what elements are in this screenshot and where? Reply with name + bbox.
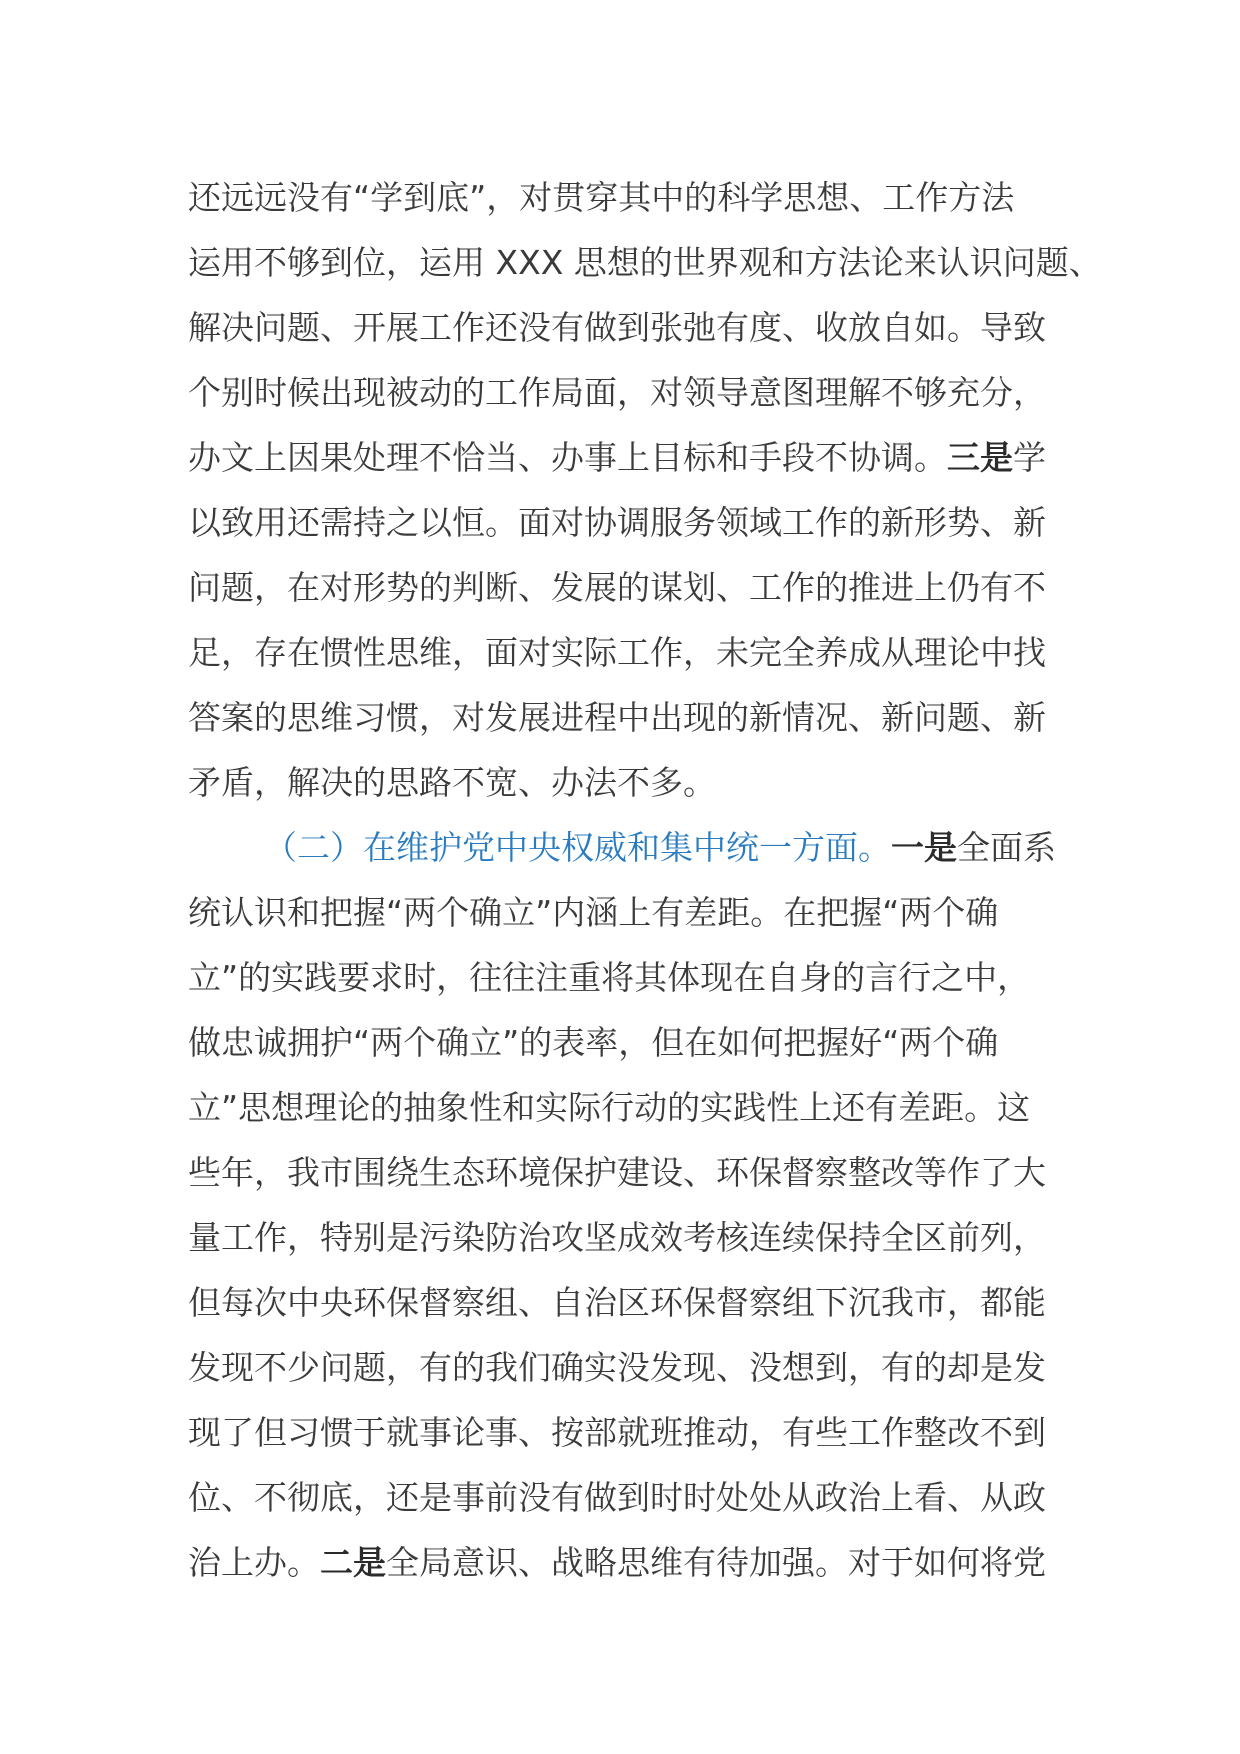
paragraph-text: 量工作，特别是污染防治攻坚成效考核连续保持全区前列， — [188, 1218, 1046, 1257]
text-line — [188, 490, 1088, 555]
paragraph-text: 位、不彻底，还是事前没有做到时时处处从政治上看、从政 — [188, 1478, 1046, 1517]
paragraph-text: 统认识和把握“两个确立”内涵上有差距。在把握“两个确 — [188, 893, 999, 932]
text-line — [188, 1205, 1088, 1270]
text-line — [188, 1400, 1088, 1465]
text-line — [188, 165, 1088, 230]
section-heading: （二）在维护党中央权威和集中统一方面。 — [264, 828, 891, 867]
text-line — [188, 1335, 1088, 1400]
paragraph-text: 个别时候出现被动的工作局面，对领导意图理解不够充分， — [188, 373, 1046, 412]
paragraph-text: 办文上因果处理不恰当、办事上目标和手段不协调。 — [188, 438, 947, 477]
emphasis-text: 一是 — [891, 828, 957, 867]
paragraph-text: 解决问题、开展工作还没有做到张弛有度、收放自如。导致 — [188, 308, 1046, 347]
body-text — [188, 165, 1102, 1595]
paragraph-text: 立”的实践要求时，往往注重将其体现在自身的言行之中， — [188, 958, 1031, 997]
paragraph-text: 足，存在惯性思维，面对实际工作，未完全养成从理论中找 — [188, 633, 1046, 672]
text-line — [188, 295, 1088, 360]
text-line — [188, 1530, 1088, 1595]
paragraph-text: 治上办。 — [188, 1543, 320, 1582]
paragraph-text: 答案的思维习惯，对发展进程中出现的新情况、新问题、新 — [188, 698, 1046, 737]
text-line — [188, 1140, 1088, 1205]
text-line — [188, 1465, 1088, 1530]
emphasis-text: 二是 — [320, 1543, 386, 1582]
text-line — [188, 620, 1088, 685]
paragraph-text: 立”思想理论的抽象性和实际行动的实践性上还有差距。这 — [188, 1088, 1031, 1127]
paragraph-text: 矛盾，解决的思路不宽、办法不多。 — [188, 763, 716, 802]
text-line — [188, 945, 1088, 1010]
text-line — [188, 685, 1088, 750]
text-line — [188, 880, 1088, 945]
text-line — [188, 750, 1088, 815]
paragraph-text: 做忠诚拥护“两个确立”的表率，但在如何把握好“两个确 — [188, 1023, 999, 1062]
text-line — [188, 360, 1088, 425]
paragraph-text: 问题，在对形势的判断、发展的谋划、工作的推进上仍有不 — [188, 568, 1046, 607]
paragraph-text: 全局意识、战略思维有待加强。对于如何将党 — [386, 1543, 1046, 1582]
text-line — [188, 1270, 1088, 1335]
paragraph-text: 以致用还需持之以恒。面对协调服务领域工作的新形势、新 — [188, 503, 1046, 542]
text-line — [188, 1075, 1088, 1140]
paragraph-text: 但每次中央环保督察组、自治区环保督察组下沉我市，都能 — [188, 1283, 1046, 1322]
paragraph-text: 运用不够到位，运用 XXX 思想的世界观和方法论来认识问题、 — [188, 243, 1102, 282]
text-line — [188, 230, 1102, 295]
paragraph-text: 现了但习惯于就事论事、按部就班推动，有些工作整改不到 — [188, 1413, 1046, 1452]
text-line — [188, 425, 1088, 490]
text-line — [188, 555, 1088, 620]
text-line — [188, 1010, 1088, 1075]
paragraph-text: 些年，我市围绕生态环境保护建设、环保督察整改等作了大 — [188, 1153, 1046, 1192]
paragraph-text: 学 — [1013, 438, 1046, 477]
paragraph-text: 全面系 — [957, 828, 1056, 867]
paragraph-text: 还远远没有“学到底”，对贯穿其中的科学思想、工作方法 — [188, 178, 1015, 217]
paragraph-text: 发现不少问题，有的我们确实没发现、没想到，有的却是发 — [188, 1348, 1046, 1387]
emphasis-text: 三是 — [947, 438, 1013, 477]
text-line — [188, 815, 1088, 880]
